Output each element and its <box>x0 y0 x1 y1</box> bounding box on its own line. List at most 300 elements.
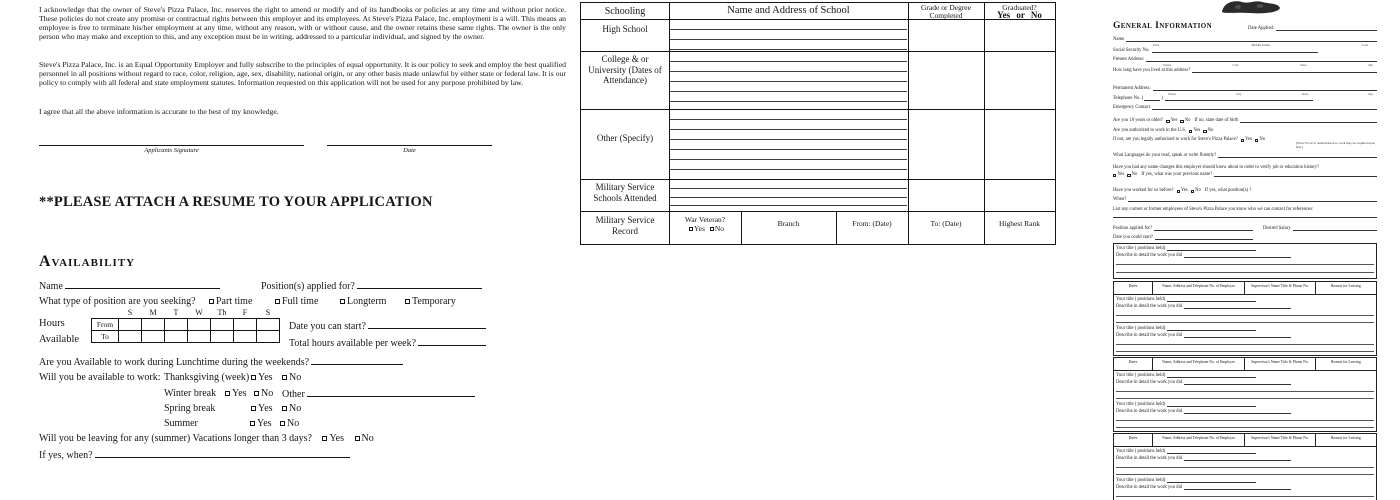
position-applied-row <box>261 280 482 292</box>
winter-yes[interactable] <box>225 388 247 399</box>
lunchtime-label: Are you Available to work during Lunchtime during the weekends? <box>39 357 310 368</box>
yes-label: Yes <box>1180 188 1188 193</box>
ref-describe-row <box>1116 304 1291 309</box>
legally-authorized-label: If not, are you legally authorized to work for Steve's Pizza Palace? <box>1113 137 1238 142</box>
how-long-label: How long have you lived at this address? <box>1113 68 1191 73</box>
ref-title-line[interactable] <box>1167 247 1256 251</box>
yes-label: Yes <box>258 372 273 383</box>
schooling-header: Schooling <box>604 6 646 17</box>
lunchtime-row <box>39 356 403 368</box>
hours-cell[interactable] <box>119 330 142 342</box>
longterm-label: Longterm <box>347 296 387 307</box>
ref-col-employer: Name, Address and Telephone No. of Employer <box>1152 434 1244 446</box>
row-high-school: High School <box>602 24 648 34</box>
ssn-line[interactable] <box>1152 49 1318 53</box>
caption-city: City <box>1232 63 1239 67</box>
date-applied-line[interactable] <box>1276 27 1377 31</box>
emergency-contact-line[interactable] <box>1152 106 1377 110</box>
ref-title-label: Your title ( positions held) <box>1116 373 1166 378</box>
yes-label: Yes <box>258 403 273 414</box>
summer-no[interactable] <box>280 418 299 429</box>
permanent-address-label: Permanent Address: <box>1113 86 1151 91</box>
winter-no-checkbox[interactable] <box>254 391 259 396</box>
languages-label: What Languages do your read, speak or write fluently? <box>1113 153 1217 158</box>
spring-yes[interactable] <box>251 403 273 414</box>
ref-describe-line[interactable] <box>1184 305 1291 309</box>
full-time-checkbox[interactable] <box>275 299 280 304</box>
part-time-checkbox[interactable] <box>209 299 214 304</box>
highest-rank-cell: Highest Rank <box>998 219 1041 228</box>
write-line[interactable] <box>670 101 907 102</box>
no-label: No <box>1131 172 1138 177</box>
signature-date-line[interactable] <box>327 136 492 146</box>
ref-col-reason: Reason for Leaving <box>1315 358 1376 370</box>
no-label: No <box>1184 118 1191 123</box>
work-availability-label: Will you be available to work: <box>39 372 161 383</box>
hours-label: Hours <box>39 318 65 329</box>
vacation-question-label: Will you be leaving for any (summer) Vacations longer than 3 days? <box>39 433 312 444</box>
grade-header-line1: Grade or Degree <box>921 3 971 12</box>
ref-describe-line[interactable] <box>1184 254 1291 258</box>
full-time-label: Full time <box>282 296 319 307</box>
telephone-label: Telephone No. ( <box>1113 96 1144 101</box>
no-label: No <box>261 388 274 399</box>
worked-no-checkbox[interactable] <box>1191 190 1194 193</box>
from-label: From <box>92 318 119 330</box>
caption-street: Street <box>1163 63 1171 67</box>
total-hours-line[interactable] <box>418 337 486 346</box>
reference-body <box>1114 371 1376 431</box>
ref-title-row <box>1116 449 1256 454</box>
position-applied-row-gi <box>1113 226 1253 231</box>
ref-title-line[interactable] <box>1167 479 1256 483</box>
hours-cell[interactable] <box>142 318 165 330</box>
ref-describe-row <box>1116 409 1291 414</box>
ref-describe-label: Describe in detail the work you did <box>1116 409 1183 414</box>
day-f: F <box>242 308 248 318</box>
signature-line[interactable] <box>39 136 304 146</box>
general-information-heading: General Information <box>1113 21 1213 31</box>
caption-zip: Zip <box>1368 92 1373 96</box>
ref-describe-label: Describe in detail the work you did <box>1116 380 1183 385</box>
to-label: To <box>92 330 119 342</box>
ref-describe-row <box>1116 380 1291 385</box>
languages-row <box>1113 153 1377 158</box>
write-line[interactable] <box>670 149 907 150</box>
position-applied-label: Position(s) applied for? <box>261 281 355 292</box>
ref-describe-row <box>1116 333 1291 338</box>
telephone-close: ) <box>1161 96 1163 101</box>
age-yes-checkbox[interactable] <box>1166 120 1169 123</box>
write-line[interactable] <box>670 29 907 30</box>
write-line[interactable] <box>1116 322 1374 323</box>
age-no-checkbox[interactable] <box>1180 120 1183 123</box>
hours-cell[interactable] <box>234 330 257 342</box>
hours-cell[interactable] <box>234 318 257 330</box>
other-row <box>282 388 475 400</box>
start-date-row <box>289 320 486 332</box>
vacation-question-row <box>39 433 374 444</box>
temporary-checkbox[interactable] <box>405 299 410 304</box>
ref-title-row <box>1116 478 1256 483</box>
write-line[interactable] <box>670 159 907 160</box>
hours-cell[interactable] <box>165 330 188 342</box>
ref-col-dates: Dates <box>1128 435 1138 440</box>
vacation-yes-checkbox[interactable] <box>322 436 327 441</box>
when-line[interactable] <box>1128 198 1377 202</box>
spring-yes-checkbox[interactable] <box>251 406 256 411</box>
lunchtime-line[interactable] <box>311 356 403 365</box>
write-line[interactable] <box>670 139 907 140</box>
ref-describe-line[interactable] <box>1184 381 1291 385</box>
hours-cell[interactable] <box>211 318 234 330</box>
ssn-label: Social Security No. <box>1113 48 1150 53</box>
graduated-header-line2: Yes or No <box>997 10 1042 20</box>
yes-label: Yes <box>1170 118 1178 123</box>
table-divider <box>581 51 1055 52</box>
age-question-row <box>1113 118 1377 123</box>
write-line[interactable] <box>1116 391 1374 392</box>
row-military-schools: Military Service Schools Attended <box>593 182 657 203</box>
summer-label: Summer <box>164 418 198 429</box>
spring-no-checkbox[interactable] <box>282 406 287 411</box>
yes-label: Yes <box>694 224 705 233</box>
signature-date-field[interactable] <box>327 136 492 154</box>
war-yes-checkbox[interactable] <box>689 227 693 231</box>
war-veteran-label: War Veteran? <box>684 215 726 224</box>
ref-col-employer: Name, Address and Telephone No. of Employer <box>1152 358 1244 370</box>
school-name-header: Name and Address of School <box>727 5 850 16</box>
ref-title-line[interactable] <box>1167 327 1256 331</box>
hours-cell[interactable] <box>188 318 211 330</box>
yes-label: Yes <box>1117 172 1125 177</box>
thanksgiving-no-checkbox[interactable] <box>282 375 287 380</box>
reference-header <box>1114 358 1376 371</box>
date-start-row <box>1113 235 1253 240</box>
ref-describe-row <box>1116 253 1291 258</box>
availability-heading: Availability <box>39 253 136 270</box>
legal-yes-checkbox[interactable] <box>1241 139 1244 142</box>
present-address-label: Present Address: <box>1113 57 1145 62</box>
name-captions <box>1153 43 1368 47</box>
hours-cell[interactable] <box>142 330 165 342</box>
to-date-cell: To: (Date) <box>930 219 962 228</box>
summer-yes-checkbox[interactable] <box>250 421 255 426</box>
gi-name-line[interactable] <box>1126 38 1377 42</box>
write-line[interactable] <box>670 197 907 198</box>
start-date-line[interactable] <box>368 320 486 329</box>
vacation-no-checkbox[interactable] <box>355 436 360 441</box>
yes-label: Yes <box>1193 128 1201 133</box>
write-line[interactable] <box>670 169 907 170</box>
gi-name-label: Name <box>1113 37 1125 42</box>
ref-col-supervisor: Supervisor's Name Title & Phone No. <box>1244 434 1315 446</box>
no-label: No <box>1259 137 1266 142</box>
caption-last: Last <box>1362 43 1368 47</box>
signature-field[interactable] <box>39 136 304 154</box>
references-line[interactable] <box>1113 214 1377 218</box>
authorized-yes-checkbox[interactable] <box>1189 130 1192 133</box>
ref-describe-label: Describe in detail the work you did <box>1116 253 1183 258</box>
when-label: When? <box>1113 197 1127 202</box>
no-label: No <box>287 418 300 429</box>
ref-describe-line[interactable] <box>1184 457 1291 461</box>
row-other: Other (Specify) <box>596 133 654 143</box>
ref-title-line[interactable] <box>1167 298 1256 302</box>
thanksgiving-no[interactable] <box>282 372 301 383</box>
no-label: No <box>289 403 302 414</box>
yes-label: Yes <box>1245 137 1252 142</box>
telephone-row <box>1113 96 1313 101</box>
authorized-row <box>1113 128 1263 133</box>
ref-title-row <box>1116 326 1256 331</box>
present-address-captions <box>1163 63 1373 67</box>
yes-label: Yes <box>232 388 247 399</box>
reference-body <box>1114 295 1376 355</box>
gi-position-label: Position applied for? <box>1113 226 1153 231</box>
ref-col-employer: Name, Address and Telephone No. of Employer <box>1152 282 1244 294</box>
name-change-question <box>1113 165 1377 170</box>
agreement-statement: I agree that all the above information is accurate to the best of my knowledge. <box>39 107 279 116</box>
hours-cell[interactable] <box>257 330 280 342</box>
ref-title-row <box>1116 297 1256 302</box>
reference-block <box>1113 357 1377 432</box>
write-line[interactable] <box>1116 467 1374 468</box>
reference-block <box>1113 281 1377 356</box>
branch-cell: Branch <box>777 219 800 228</box>
part-time-label: Part time <box>216 296 253 307</box>
desired-salary-line[interactable] <box>1293 227 1377 231</box>
ref-title-line[interactable] <box>1167 374 1256 378</box>
left-section <box>39 0 566 500</box>
hours-grid <box>91 308 280 343</box>
name-change-yes-checkbox[interactable] <box>1113 174 1116 177</box>
authorized-no-checkbox[interactable] <box>1203 130 1206 133</box>
reference-block-partial <box>1113 243 1377 279</box>
if-yes-when-label: If yes, when? <box>39 450 93 461</box>
policy-paragraph: I acknowledge that the owner of Steve's Pizza Palace, Inc. reserves the right to amend or modify and of its handbooks or policies at any time and without prior notice. These policies do not create any promise or contractual rights between this employer and its employees. At Steve's Pizza Palace, Inc. employment is a will. This means an employee is free to terminate his/her employment at any time, without any reason, with or without cause, and the owner retains these same rights. The owner is the only person who may make and exception to this, and any exception must be in writing, addressed to a particular individual, and signed by the owner. <box>39 5 566 42</box>
write-line[interactable] <box>670 205 907 206</box>
worked-before-row <box>1113 188 1377 193</box>
write-line[interactable] <box>1116 474 1374 475</box>
ref-col-dates: Dates <box>1128 283 1138 288</box>
write-line[interactable] <box>670 49 907 50</box>
winter-yes-checkbox[interactable] <box>225 391 230 396</box>
table-divider <box>581 179 1055 180</box>
desired-salary-row <box>1263 226 1377 231</box>
present-address-line[interactable] <box>1146 58 1377 62</box>
war-veteran-cell <box>669 215 741 233</box>
ref-describe-row <box>1116 485 1291 490</box>
hours-cell[interactable] <box>257 318 280 330</box>
grade-header-line2: Completed <box>929 11 963 20</box>
write-line[interactable] <box>1116 398 1374 399</box>
write-line[interactable] <box>1116 272 1374 273</box>
legally-authorized-row <box>1113 137 1313 142</box>
table-divider <box>581 109 1055 110</box>
row-college: College & or University (Dates of Attendance) <box>588 54 662 85</box>
write-line[interactable] <box>670 61 907 62</box>
write-line[interactable] <box>1116 264 1374 265</box>
graduated-header-line1: Graduated? <box>1002 3 1037 12</box>
spring-no[interactable] <box>282 403 301 414</box>
caption-first: First <box>1153 43 1160 47</box>
reference-body <box>1114 447 1376 500</box>
row-military-record: Military Service Record <box>595 215 655 236</box>
ref-title-row <box>1116 373 1256 378</box>
how-long-row <box>1113 68 1377 73</box>
name-change-no-checkbox[interactable] <box>1127 174 1130 177</box>
desired-salary-label: Desired Salary <box>1263 226 1291 231</box>
caption-state: State <box>1301 92 1309 96</box>
no-label: No <box>289 372 302 383</box>
name-input-line[interactable] <box>65 280 220 289</box>
table-divider <box>581 211 1055 212</box>
war-no-checkbox[interactable] <box>710 227 714 231</box>
worked-before-label: Have you worked for us before? <box>1113 188 1174 193</box>
temporary-label: Temporary <box>412 296 456 307</box>
write-line[interactable] <box>1116 315 1374 316</box>
write-line[interactable] <box>670 188 907 189</box>
what-position-label: If yes, what position(s) ? <box>1204 188 1252 193</box>
no-label: No <box>714 224 724 233</box>
caption-city: City <box>1235 92 1242 96</box>
thanksgiving-label: Thanksgiving (week) <box>164 372 250 383</box>
write-line[interactable] <box>670 81 907 82</box>
write-line[interactable] <box>1116 420 1374 421</box>
day-th: Th <box>217 308 227 318</box>
legal-no-checkbox[interactable] <box>1255 139 1258 142</box>
reference-header <box>1114 282 1376 295</box>
hours-from-row <box>92 318 280 330</box>
emergency-contact-label: Emergency Contact <box>1113 105 1151 110</box>
from-date-cell: From: (Date) <box>852 219 892 228</box>
worked-yes-checkbox[interactable] <box>1177 190 1180 193</box>
total-hours-label: Total hours available per week? <box>289 338 417 349</box>
day-m: M <box>149 308 157 318</box>
caption-street: Street <box>1168 92 1176 96</box>
references-question <box>1113 207 1377 212</box>
age-question-label: Are you 18 years or older? <box>1113 118 1164 123</box>
caption-zip: Zip <box>1368 63 1373 67</box>
longterm-checkbox[interactable] <box>340 299 345 304</box>
summer-yes[interactable] <box>250 418 272 429</box>
summer-no-checkbox[interactable] <box>280 421 285 426</box>
thanksgiving-yes-checkbox[interactable] <box>251 375 256 380</box>
name-change-label: Have you had any name changes this employer should know about in order to verify job or education history? <box>1113 165 1320 170</box>
date-start-line[interactable] <box>1155 236 1253 240</box>
references-blank-row <box>1113 214 1377 218</box>
reference-block <box>1113 433 1377 500</box>
ref-describe-line[interactable] <box>1184 486 1291 490</box>
no-label: No <box>1195 188 1201 193</box>
languages-line[interactable] <box>1218 154 1377 158</box>
longterm-option[interactable] <box>340 296 386 307</box>
ref-describe-label: Describe in detail the work you did <box>1116 456 1183 461</box>
ref-title-row <box>1116 402 1256 407</box>
write-line[interactable] <box>670 91 907 92</box>
write-line[interactable] <box>670 119 907 120</box>
area-code-line[interactable] <box>1144 97 1160 101</box>
previous-name-line[interactable] <box>1214 173 1377 177</box>
date-applied-row <box>1248 26 1377 31</box>
gi-name-row <box>1113 37 1377 42</box>
hours-cell[interactable] <box>211 330 234 342</box>
part-time-option[interactable] <box>209 296 252 307</box>
table-divider <box>908 3 909 244</box>
permanent-address-line[interactable] <box>1153 87 1377 91</box>
authorized-label: Are you authorized to work in the U.S. <box>1113 128 1187 133</box>
hours-cell[interactable] <box>188 330 211 342</box>
other-line[interactable] <box>307 388 475 397</box>
position-input-line[interactable] <box>357 280 482 289</box>
full-time-option[interactable] <box>275 296 318 307</box>
signature-label: Applicants Signature <box>144 147 199 154</box>
write-line[interactable] <box>1116 351 1374 352</box>
caption-state: State <box>1299 63 1307 67</box>
ref-title-line[interactable] <box>1167 403 1256 407</box>
available-label: Available <box>39 334 80 345</box>
winter-no[interactable] <box>254 388 273 399</box>
ref-col-dates: Dates <box>1128 359 1138 364</box>
eeo-paragraph: Steve's Pizza Palace, Inc. is an Equal Opportunity Employer and fully subscribe to the principles of equal opportunity. It is our policy to seek and employ the best qualified personnel in all positions without regard to race, color, religion, age, sex, disability, national origin, or any other basis made unlawful by either state or federal law. It is our policy to comply with all federal and state employment statutes. Information requested on this application will not be used for any purpose prohibited by law. <box>39 60 566 88</box>
winter-break-label: Winter break <box>164 388 217 399</box>
date-applied-label: Date Applied: <box>1248 26 1275 31</box>
birth-date-line[interactable] <box>1240 119 1377 123</box>
write-line[interactable] <box>1116 427 1374 428</box>
write-line[interactable] <box>670 129 907 130</box>
write-line[interactable] <box>1116 496 1374 497</box>
no-label: No <box>361 433 374 444</box>
hours-cell[interactable] <box>119 318 142 330</box>
signature-date-label: Date <box>403 147 416 154</box>
caption-middle: Middle Initial <box>1251 43 1271 47</box>
ref-describe-label: Describe in detail the work you did <box>1116 333 1183 338</box>
day-w: W <box>195 308 203 318</box>
when-row <box>1113 197 1377 202</box>
telephone-line[interactable] <box>1165 97 1313 101</box>
ssn-row <box>1113 48 1318 53</box>
thanksgiving-yes[interactable] <box>251 372 273 383</box>
gi-position-line[interactable] <box>1154 227 1253 231</box>
write-line[interactable] <box>670 71 907 72</box>
if-yes-when-line[interactable] <box>95 449 350 458</box>
schooling-table <box>580 2 1056 245</box>
how-long-line[interactable] <box>1192 69 1377 73</box>
other-label: Other <box>282 389 305 400</box>
ref-title-line[interactable] <box>1167 450 1256 454</box>
hours-cell[interactable] <box>165 318 188 330</box>
table-divider <box>984 3 985 244</box>
ref-title-label: Your title ( positions held) <box>1116 326 1166 331</box>
ref-title-label: Your title ( positions held) <box>1116 449 1166 454</box>
references-label: List any current or former employees of Steve's Pizza Palace you know who we can contact for references: <box>1113 207 1314 212</box>
ref-describe-line[interactable] <box>1184 410 1291 414</box>
ref-title-label: Your title ( positions held) <box>1116 478 1166 483</box>
ref-col-supervisor: Supervisor's Name Title & Phone No. <box>1244 358 1315 370</box>
write-line[interactable] <box>1116 344 1374 345</box>
ref-describe-label: Describe in detail the work you did <box>1116 485 1183 490</box>
ref-col-supervisor: Supervisor's Name Title & Phone No. <box>1244 282 1315 294</box>
date-start-label: Date you could start? <box>1113 235 1153 240</box>
ref-describe-line[interactable] <box>1184 334 1291 338</box>
seeking-label: What type of position are you seeking? <box>39 296 196 307</box>
reference-header <box>1114 434 1376 447</box>
temporary-option[interactable] <box>405 296 456 307</box>
write-line[interactable] <box>670 39 907 40</box>
emergency-contact-row <box>1113 105 1377 110</box>
name-label: Name <box>39 281 63 292</box>
